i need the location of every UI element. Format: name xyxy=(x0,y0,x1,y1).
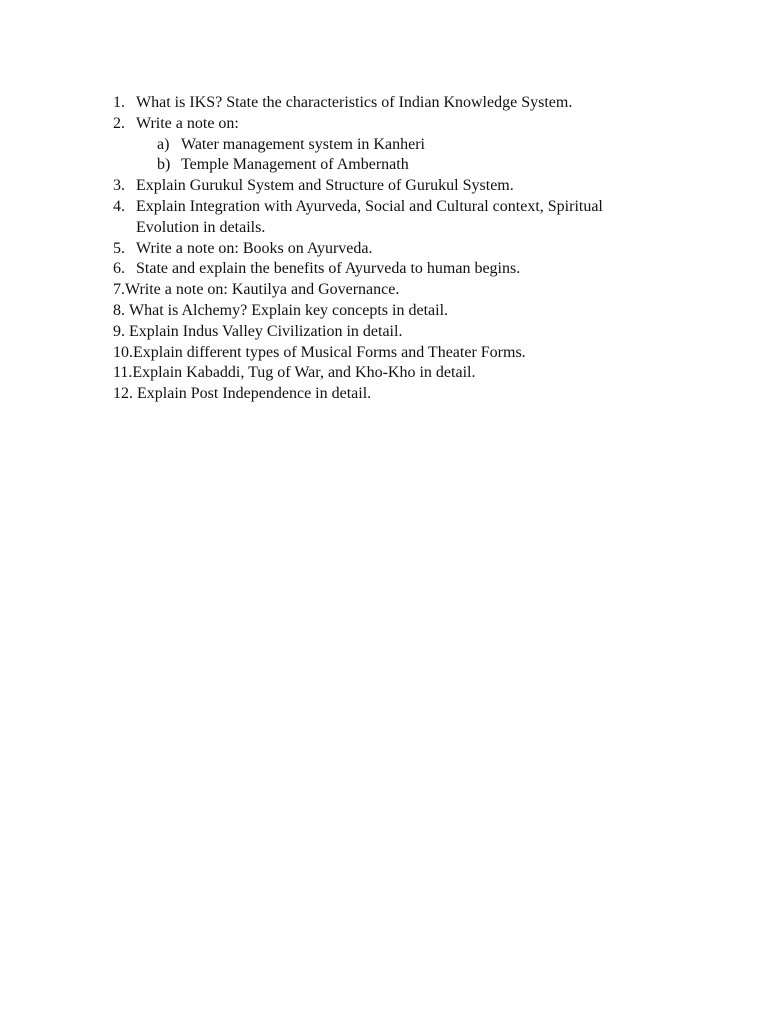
question-number: 3. xyxy=(113,177,125,195)
question-number: 1. xyxy=(113,94,125,111)
sub-item-letter: a) xyxy=(157,135,170,153)
question-text: Write a note on: xyxy=(136,114,239,132)
sub-item-text: Water management system in Kanheri xyxy=(181,135,425,153)
question-number: 12. xyxy=(113,385,133,403)
question-text: Explain Indus Valley Civilization in detail. xyxy=(129,322,403,340)
question-number: 9. xyxy=(113,322,125,340)
question-number: 11. xyxy=(113,364,133,382)
question-text: Explain different types of Musical Forms and Theater Forms. xyxy=(133,343,526,361)
question-item-12 xyxy=(113,384,673,405)
question-text: Explain Post Independence in detail. xyxy=(137,385,372,403)
question-item-1 xyxy=(113,93,673,114)
question-item-3 xyxy=(113,176,673,197)
question-item-7 xyxy=(113,280,673,301)
question-number: 4. xyxy=(113,197,125,215)
sub-item-text: Temple Management of Ambernath xyxy=(181,156,409,174)
question-text: State and explain the benefits of Ayurveda to human begins. xyxy=(136,260,521,278)
question-number: 5. xyxy=(113,239,125,257)
question-item-8 xyxy=(113,301,673,322)
question-item-9 xyxy=(113,322,673,343)
sub-item-a xyxy=(113,135,673,156)
question-item-5 xyxy=(113,239,673,260)
question-item-10 xyxy=(113,343,673,364)
question-number: 6. xyxy=(113,260,125,278)
question-number: 7. xyxy=(113,281,125,299)
question-item-2 xyxy=(113,114,673,135)
question-item-4 xyxy=(113,197,673,239)
question-text: What is Alchemy? Explain key concepts in detail. xyxy=(129,301,449,319)
question-number: 10. xyxy=(113,343,133,361)
question-list xyxy=(113,93,673,405)
sub-item-b xyxy=(113,155,673,176)
sub-item-letter: b) xyxy=(157,156,171,174)
question-text: Explain Gurukul System and Structure of Gurukul System. xyxy=(136,177,514,195)
question-number: 8. xyxy=(113,301,125,319)
question-item-11 xyxy=(113,363,673,384)
question-item-6 xyxy=(113,259,673,280)
question-text: Explain Integration with Ayurveda, Social and Cultural context, Spiritual Evolution in details. xyxy=(136,197,603,236)
question-text: What is IKS? State the characteristics of Indian Knowledge System. xyxy=(136,94,573,111)
question-text: Explain Kabaddi, Tug of War, and Kho-Kho in detail. xyxy=(132,364,476,382)
question-text: Write a note on: Kautilya and Governance. xyxy=(125,281,400,299)
question-text: Write a note on: Books on Ayurveda. xyxy=(136,239,373,257)
question-number: 2. xyxy=(113,114,125,132)
